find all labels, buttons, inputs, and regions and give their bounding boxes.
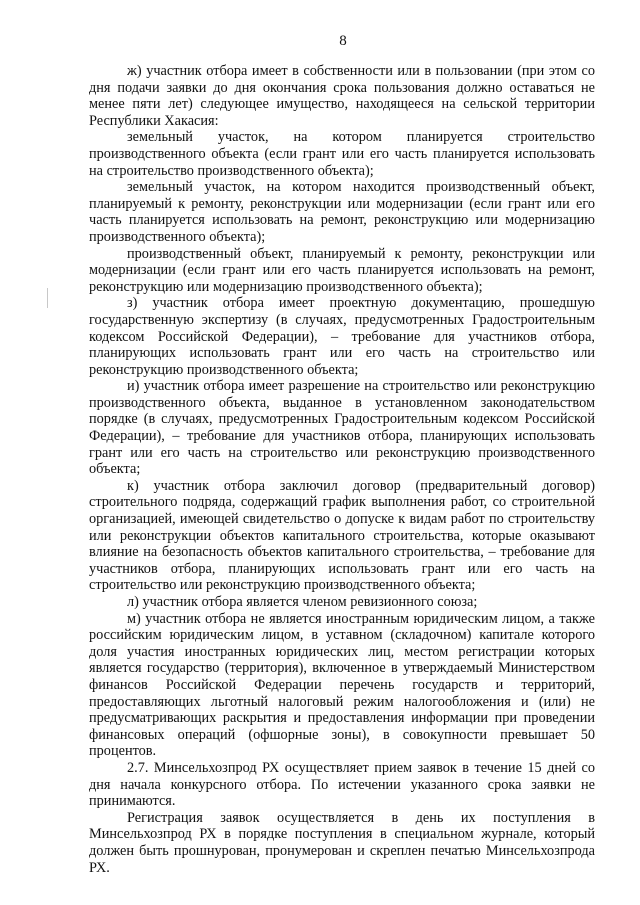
paragraph-item-z: з) участник отбора имеет проектную документацию, прошедшую государственную экспертизу (в случаях, предусмотренных Градостроительным кодексом Российской Федерации), – требование для участников отбора, планирующих использовать грант или его часть на строительство или реконструкцию производственного объекта;: [89, 295, 595, 378]
paragraph-item-i: и) участник отбора имеет разрешение на строительство или реконструкцию производственного объекта, выданное в установленном законодательством порядке (в случаях, предусмотренных Градостроительным кодексом Российской Федерации), – требование для участников отбора, планирующих использовать грант или его часть на строительство или реконструкцию производственного объекта;: [89, 378, 595, 478]
document-body: [89, 63, 595, 876]
paragraph-item-l: л) участник отбора является членом ревизионного союза;: [127, 594, 478, 610]
paragraph-item-zh: ж) участник отбора имеет в собственности или в пользовании (при этом со дня подачи заявки до дня окончания срока пользования должно оставаться не менее пяти лет) следующее имущество, находящееся на сельской территории Республики Хакасия:: [89, 63, 595, 129]
paragraph-land-plot-construction: земельный участок, на котором планируется строительство производственного объекта (если грант или его часть планируется использовать на строительство производственного объекта);: [89, 129, 595, 179]
paragraph-production-object: производственный объект, планируемый к ремонту, реконструкции или модернизации (если грант или его часть планируется использовать на ремонт, реконструкцию или модернизацию производственного объекта);: [89, 245, 595, 295]
paragraph-section-2-7: 2.7. Минсельхозпрод РХ осуществляет прием заявок в течение 15 дней со дня начала конкурсного отбора. По истечении указанного срока заявки не принимаются.: [89, 759, 595, 810]
page-number: 8: [339, 33, 347, 49]
margin-mark: [47, 288, 48, 308]
paragraph-item-m: м) участник отбора не является иностранным юридическим лицом, а также российским юридическим лицом, в уставном (складочном) капитале которого доля участия иностранных юридических лиц, местом регистрации которых является государство (территория), включенное в утверждаемый Министерством финансов Российской Федерации перечень государств и территорий, предоставляющих льготный налоговый режим налогообложения и (или) не предусматривающих раскрытия и предоставления информации при проведении финансовых операций (офшорные зоны), в совокупности превышает 50 процентов.: [89, 610, 595, 760]
paragraph-registration: Регистрация заявок осуществляется в день их поступления в Минсельхозпрод РХ в порядке поступления в специальном журнале, который должен быть прошнурован, пронумерован и скреплен печатью Минсельхозпрода РХ.: [89, 809, 595, 876]
paragraph-land-plot-repair: земельный участок, на котором находится производственный объект, планируемый к ремонту, реконструкции или модернизации (если грант или его часть планируется использовать на ремонт, реконструкцию или модернизацию производственного объекта);: [89, 179, 595, 245]
paragraph-item-k: к) участник отбора заключил договор (предварительный договор) строительного подряда, содержащий график выполнения работ, со строительной организацией, имеющей свидетельство о допуске к видам работ по строительству или реконструкции объектов капитального строительства, которые оказывают влияние на безопасность объектов капитального строительства, – требование для участников отбора, планирующих использовать грант или его часть на строительство или реконструкцию производственного объекта;: [89, 477, 595, 594]
